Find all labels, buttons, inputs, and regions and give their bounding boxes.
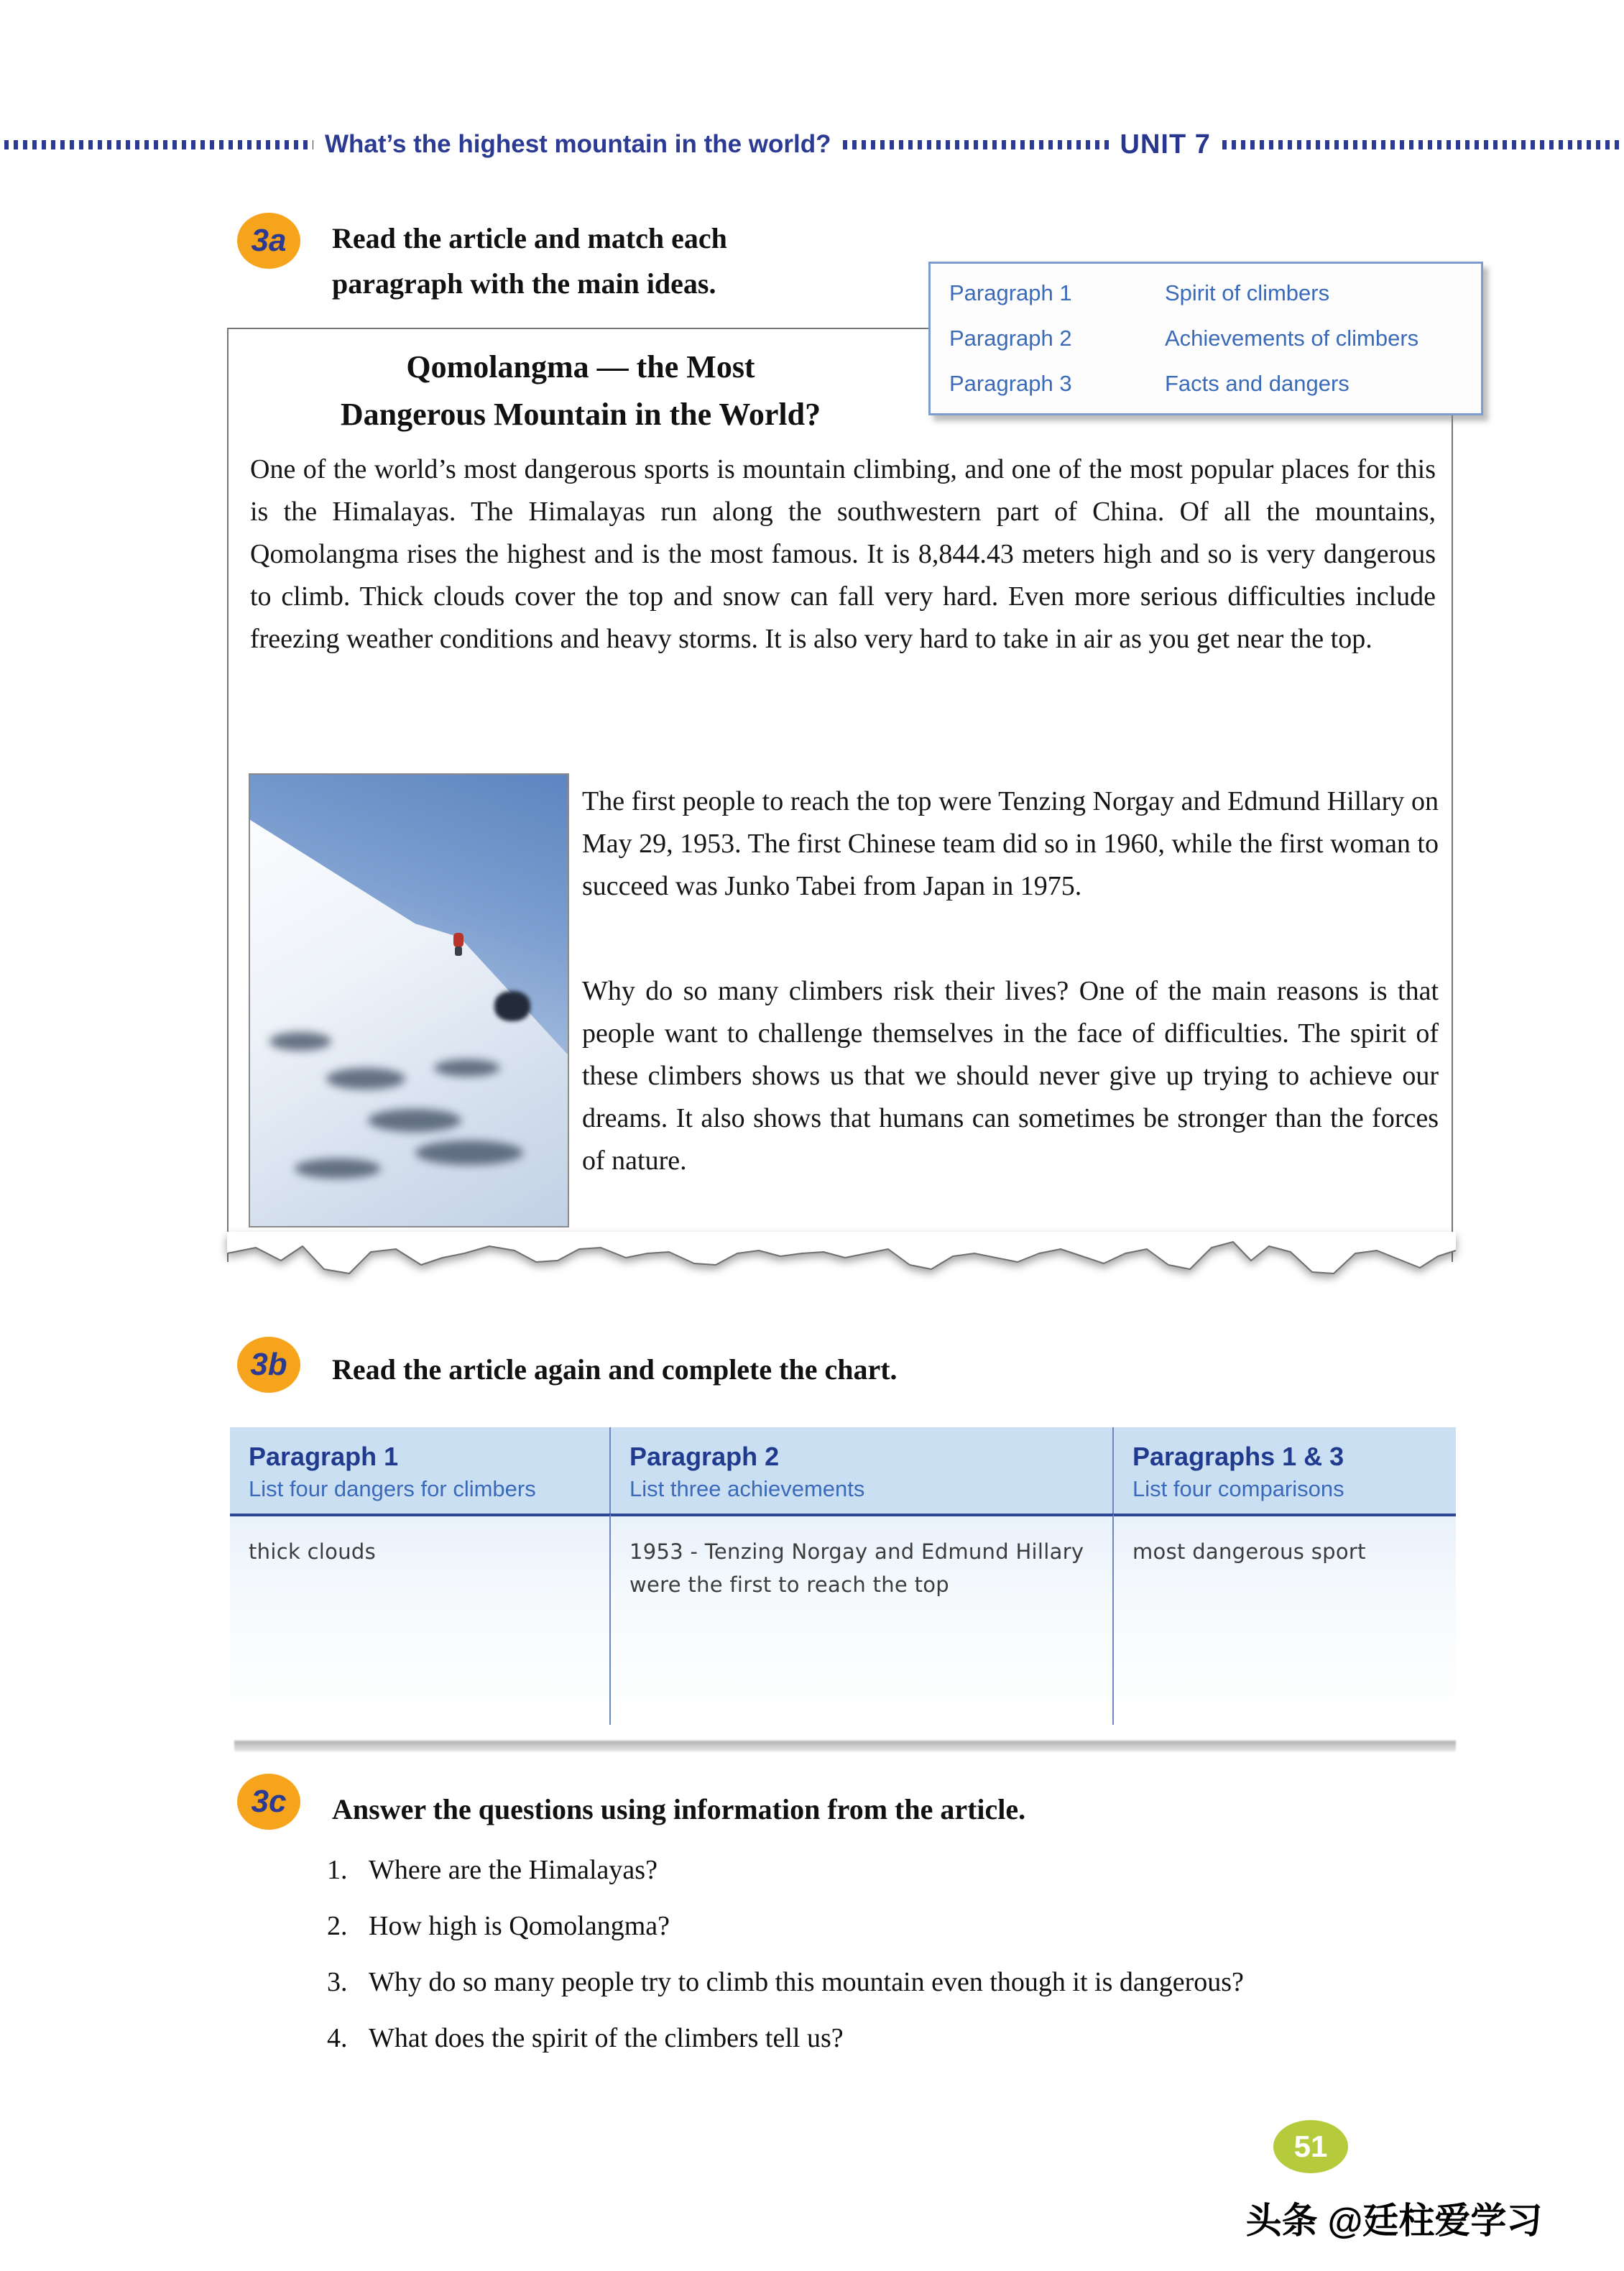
completion-chart bbox=[230, 1427, 1456, 1725]
match-paragraph-label: Paragraph 2 bbox=[949, 325, 1072, 351]
instruction-3a bbox=[332, 216, 907, 306]
article-box bbox=[227, 325, 1453, 1262]
header-question: What’s the highest mountain in the world? bbox=[325, 130, 831, 158]
chart-subheader-cell: List four dangers for climbers bbox=[230, 1475, 611, 1514]
rock-shape bbox=[269, 1032, 331, 1051]
dotted-rule-mid bbox=[843, 140, 1109, 149]
chart-body-row bbox=[230, 1514, 1456, 1725]
article-paragraph-3: Why do so many climbers risk their lives? One of the main reasons is that people want to challenge themselves in the face of difficulties. The spirit of these climbers shows us that we should never give up trying to achieve our dreams. It also shows that humans can sometimes be stronger than the forces of nature. bbox=[582, 976, 1439, 1176]
instruction-3a-line2: paragraph with the main ideas. bbox=[332, 267, 716, 300]
match-idea-label: Facts and dangers bbox=[1165, 370, 1350, 396]
question-number: 3. bbox=[327, 1967, 348, 1997]
dotted-rule-right bbox=[1222, 140, 1620, 149]
rock-shape bbox=[326, 1068, 405, 1090]
instruction-3b: Read the article again and complete the chart. bbox=[332, 1353, 898, 1386]
chart-subheader-cell: List four comparisons bbox=[1114, 1475, 1456, 1514]
article-paragraph-2: The first people to reach the top were Tenzing Norgay and Edmund Hillary on May 29, 1953. The first Chinese team did so in 1960, while the first woman to succeed was Junko Tabei from Japan in 1975. bbox=[582, 786, 1439, 901]
article-title bbox=[229, 344, 933, 438]
paragraph-match-box bbox=[928, 262, 1483, 415]
page-number-badge: 51 bbox=[1273, 2120, 1348, 2173]
chart-header-cell: Paragraph 1 bbox=[230, 1427, 611, 1475]
chart-header-cell: Paragraph 2 bbox=[611, 1427, 1114, 1475]
question-number: 4. bbox=[327, 2023, 348, 2053]
article-title-line1: Qomolangma — the Most bbox=[406, 349, 755, 384]
question-item bbox=[327, 1965, 1477, 1999]
rock-shape bbox=[434, 1059, 500, 1077]
rock-shape bbox=[295, 1158, 381, 1179]
chart-entry-cell: most dangerous sport bbox=[1114, 1514, 1456, 1725]
question-text: What does the spirit of the climbers tell us? bbox=[369, 2023, 844, 2053]
chart-header-cell: Paragraphs 1 & 3 bbox=[1114, 1427, 1456, 1475]
activity-badge-3b: 3b bbox=[237, 1337, 300, 1393]
question-item bbox=[327, 1853, 1477, 1887]
question-item bbox=[327, 2021, 1477, 2055]
question-number: 2. bbox=[327, 1911, 348, 1941]
dotted-rule-left bbox=[4, 140, 313, 149]
chart-subheader-cell: List three achievements bbox=[611, 1475, 1114, 1514]
question-list bbox=[327, 1853, 1477, 2077]
match-idea-label: Achievements of climbers bbox=[1165, 325, 1419, 351]
question-text: Why do so many people try to climb this mountain even though it is dangerous? bbox=[369, 1967, 1244, 1997]
match-row bbox=[949, 371, 1462, 397]
question-number: 1. bbox=[327, 1855, 348, 1885]
chart-subheader-row bbox=[230, 1475, 1456, 1514]
unit-label: UNIT 7 bbox=[1120, 129, 1211, 160]
page-header bbox=[4, 128, 1620, 161]
watermark-footer: 头条 @廷柱爱学习 bbox=[1245, 2201, 1543, 2241]
activity-badge-3a: 3a bbox=[237, 213, 300, 269]
mountain-photo bbox=[249, 773, 569, 1227]
article-paragraph-1: One of the world’s most dangerous sports is mountain climbing, and one of the most popular places for this is the Himalayas. The Himalayas run along the southwestern part of China. Of all the mountains, Qomolangma rises the highest and is the most famous. It is 8,844.43 meters high and so is very dangerous to climb. Thick clouds cover the top and snow can fall very hard. Even more serious difficulties include freezing weather conditions and heavy storms. It is also very hard to take in air as you get near the top. bbox=[250, 454, 1436, 654]
article-title-line2: Dangerous Mountain in the World? bbox=[340, 397, 821, 432]
chart-entry-cell: thick clouds bbox=[230, 1514, 611, 1725]
rock-shape bbox=[415, 1141, 523, 1165]
match-idea-label: Spirit of climbers bbox=[1165, 280, 1330, 306]
question-text: How high is Qomolangma? bbox=[369, 1911, 670, 1941]
match-paragraph-label: Paragraph 3 bbox=[949, 370, 1072, 396]
activity-badge-3c: 3c bbox=[237, 1774, 300, 1830]
chart-drop-shadow bbox=[234, 1741, 1456, 1751]
climber-dark-figure bbox=[494, 991, 530, 1021]
instruction-3c: Answer the questions using information from the article. bbox=[332, 1793, 1026, 1825]
match-row bbox=[949, 280, 1462, 306]
torn-paper-edge bbox=[227, 1232, 1456, 1304]
match-row bbox=[949, 326, 1462, 351]
chart-header-row bbox=[230, 1427, 1456, 1475]
question-item bbox=[327, 1909, 1477, 1943]
question-text: Where are the Himalayas? bbox=[369, 1855, 658, 1885]
rock-shape bbox=[368, 1109, 461, 1132]
instruction-3a-line1: Read the article and match each bbox=[332, 222, 727, 254]
climber-red-jacket bbox=[453, 933, 463, 947]
chart-entry-cell: 1953 - Tenzing Norgay and Edmund Hillary were the first to reach the top bbox=[611, 1514, 1114, 1725]
match-paragraph-label: Paragraph 1 bbox=[949, 280, 1072, 306]
